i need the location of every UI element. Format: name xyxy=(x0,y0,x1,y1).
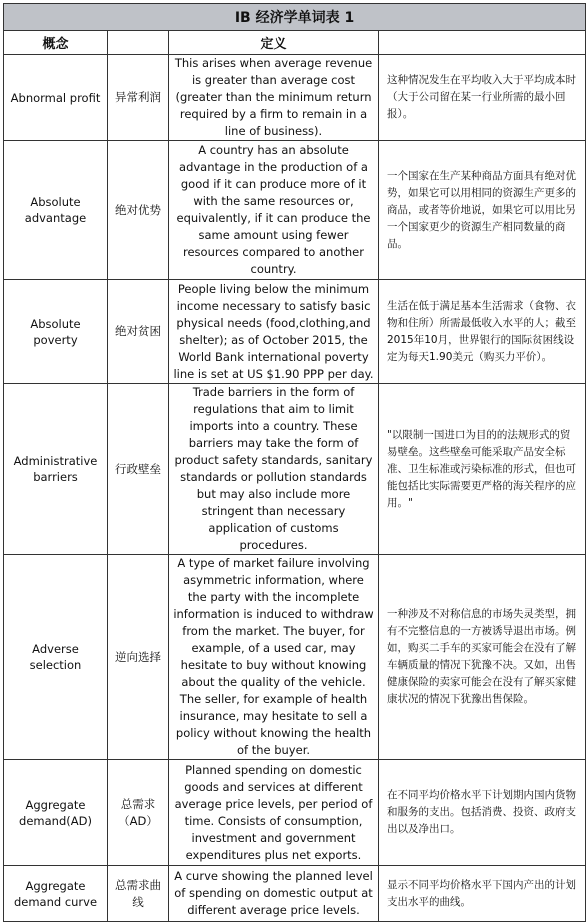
concept-cell: Aggregate demand(AD) xyxy=(4,760,108,866)
definition-zh-cell: 显示不同平均价格水平下国内产出的计划支出水平的曲线。 xyxy=(379,866,586,922)
definition-en-cell: This arises when average revenue is greater than average cost (greater than the minimum return required by a firm to remain in a line of business). xyxy=(169,55,379,141)
table-row xyxy=(4,280,586,384)
term-zh-cell: 行政壁垒 xyxy=(108,384,169,555)
vocabulary-table xyxy=(3,3,586,922)
definition-en-cell: People living below the minimum income necessary to satisfy basic physical needs (food,clothing,and shelter); as of October 2015, the World Bank international poverty line is set at US $1.90 PPP per day. xyxy=(169,280,379,384)
term-zh-cell: 绝对优势 xyxy=(108,141,169,280)
term-zh-cell: 异常利润 xyxy=(108,55,169,141)
table-row xyxy=(4,760,586,866)
term-header-blank xyxy=(108,31,169,55)
term-zh-cell: 总需求（AD） xyxy=(108,760,169,866)
page-title: IB 经济学单词表 1 xyxy=(4,4,586,31)
concept-header: 概念 xyxy=(4,31,108,55)
concept-cell: Abnormal profit xyxy=(4,55,108,141)
definition-en-cell: A country has an absolute advantage in the production of a good if it can produce more of it with the same resources or, equivalently, if it can produce the same amount using fewer resources compared to another country. xyxy=(169,141,379,280)
vocabulary-sheet xyxy=(3,3,585,922)
translation-header-blank xyxy=(379,31,586,55)
table-row xyxy=(4,384,586,555)
term-zh-cell: 逆向选择 xyxy=(108,555,169,760)
definition-header: 定义 xyxy=(169,31,379,55)
definition-zh-cell: 生活在低于满足基本生活需求（食物、衣物和住所）所需最低收入水平的人；截至2015年10月，世界银行的国际贫困线设定为每天1.90美元（购买力平价）。 xyxy=(379,280,586,384)
definition-zh-cell: 这种情况发生在平均收入大于平均成本时（大于公司留在某一行业所需的最小回报）。 xyxy=(379,55,586,141)
definition-zh-cell: 一种涉及不对称信息的市场失灵类型，拥有不完整信息的一方被诱导退出市场。例如，购买二手车的买家可能会在没有了解车辆质量的情况下犹豫不决。又如，出售健康保险的卖家可能会在没有了解买家健康状况的情况下犹豫出售保险。 xyxy=(379,555,586,760)
definition-en-cell: Trade barriers in the form of regulations that aim to limit imports into a country. These barriers may take the form of product safety standards, sanitary standards or pollution standards but may also include more stringent than necessary application of customs procedures. xyxy=(169,384,379,555)
term-zh-cell: 总需求曲线 xyxy=(108,866,169,922)
definition-en-cell: A curve showing the planned level of spending on domestic output at different average price levels. xyxy=(169,866,379,922)
concept-cell: Adverse selection xyxy=(4,555,108,760)
concept-cell: Absolute advantage xyxy=(4,141,108,280)
term-zh-cell: 绝对贫困 xyxy=(108,280,169,384)
definition-zh-cell: "以限制一国进口为目的的法规形式的贸易壁垒。这些壁垒可能采取产品安全标准、卫生标准或污染标准的形式，但也可能包括比实际需要更严格的海关程序的应用。" xyxy=(379,384,586,555)
definition-en-cell: A type of market failure involving asymmetric information, where the party with the incomplete information is induced to withdraw from the market. The buyer, for example, of a used car, may hesitate to buy without knowing about the quality of the vehicle. The seller, for example of health insurance, may hesitate to sell a policy without knowing the health of the buyer. xyxy=(169,555,379,760)
definition-zh-cell: 在不同平均价格水平下计划期内国内货物和服务的支出。包括消费、投资、政府支出以及净出口。 xyxy=(379,760,586,866)
definition-zh-cell: 一个国家在生产某种商品方面具有绝对优势，如果它可以用相同的资源生产更多的商品，或者等价地说，如果它可以用比另一个国家更少的资源生产相同数量的商品。 xyxy=(379,141,586,280)
concept-cell: Absolute poverty xyxy=(4,280,108,384)
table-row xyxy=(4,55,586,141)
definition-en-cell: Planned spending on domestic goods and services at different average price levels, per period of time. Consists of consumption, investment and government expenditures plus net exports. xyxy=(169,760,379,866)
table-row xyxy=(4,141,586,280)
table-row xyxy=(4,555,586,760)
concept-cell: Administrative barriers xyxy=(4,384,108,555)
table-row xyxy=(4,866,586,922)
concept-cell: Aggregate demand curve xyxy=(4,866,108,922)
